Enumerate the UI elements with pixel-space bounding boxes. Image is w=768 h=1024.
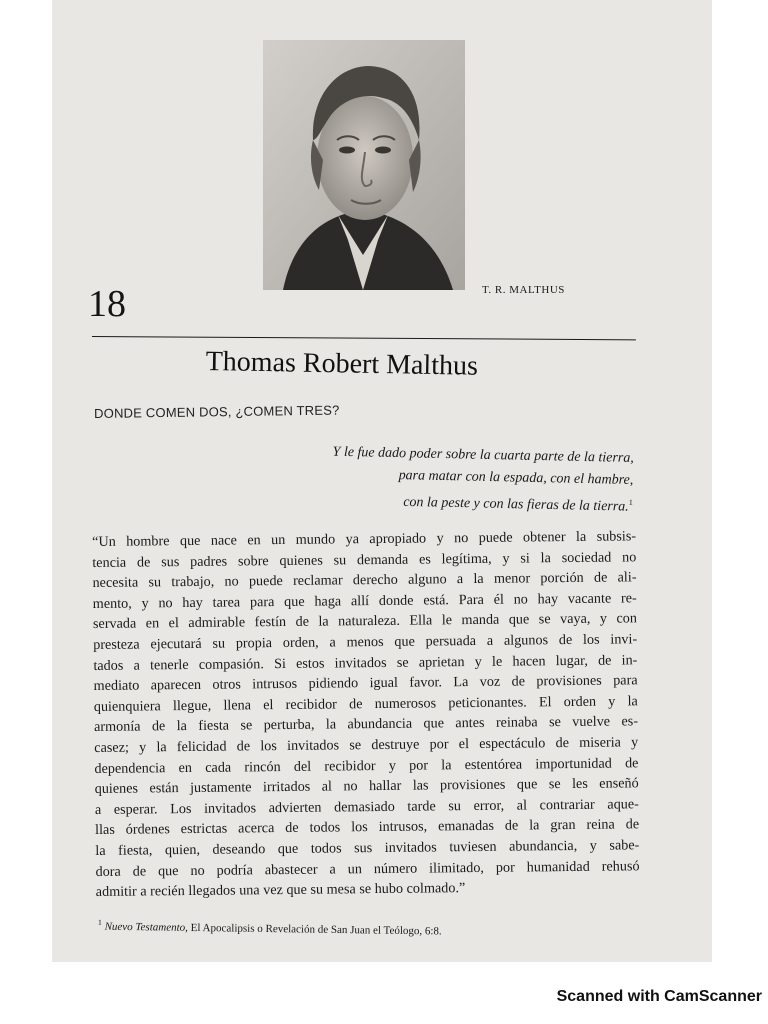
epigraph-line: para matar con la espada, con el hambre, [398, 468, 634, 488]
epigraph [251, 440, 634, 519]
body-line: quienquiera llegue, llena el recibidor de numerosos peticionantes. El orden y la [93, 693, 638, 715]
chapter-title: Thomas Robert Malthus [205, 346, 479, 382]
body-line: quienes están justamente irritados al no hallar las provisiones que se les enseñó [94, 775, 639, 798]
body-line: la fiesta, quien, deseando que todos sus invitados tuviesen abundancia, y sabe- [95, 837, 640, 859]
footnote-source-title: Nuevo Testamento, [104, 920, 189, 934]
body-line: tencia de sus padres sobre quienes su demanda es legítima, y si la sociedad no [92, 548, 637, 571]
book-page [52, 0, 712, 962]
footnote-source-rest: El Apocalipsis o Revelación de San Juan el Teólogo, 6:8. [190, 921, 442, 938]
body-line: tados a tenerle compasión. Si estos invitados se aprietan y le hacen lugar, de in- [93, 651, 638, 674]
body-paragraph [92, 526, 640, 902]
footnote-number: 1 [97, 918, 102, 928]
body-line: a esperar. Los invitados advierten demasiado tarde su error, al contrariar aque- [94, 796, 639, 818]
body-line: casez; y la felicidad de los invitados se destruye por el espectáculo de miseria y [94, 734, 639, 756]
camscanner-watermark: Scanned with CamScanner [556, 988, 762, 1005]
body-line: presteza ejecutará su propia orden, a menos que persuada a algunos de los invi- [93, 631, 638, 653]
portrait-caption: T. R. MALTHUS [482, 284, 565, 296]
body-line: mento, y no hay tarea para que haga allí donde está. Para él no hay vacante re- [92, 590, 637, 612]
epigraph-line-text: con la peste y con las fieras de la tierra. [403, 494, 629, 515]
body-line: admitir a recién llegados una vez que su mesa se hubo colmado.” [95, 880, 466, 901]
body-line: dora de que no podría abastecer a un número ilimitado, por humanidad rehusó [95, 857, 640, 880]
chapter-number: 18 [88, 283, 126, 325]
body-line: “Un hombre que nace en un mundo ya apropiado y no puede obtener la subsis- [92, 528, 637, 550]
epigraph-line: Y le fue dado poder sobre la cuarta parte de la tierra, [332, 444, 634, 466]
chapter-divider [92, 336, 636, 340]
body-line: necesita su trabajo, no puede reclamar derecho alguno a la menor porción de ali- [92, 569, 637, 592]
chapter-subtitle: DONDE COMEN DOS, ¿COMEN TRES? [94, 402, 340, 421]
footnote [98, 918, 618, 940]
body-line: mediato aparecen otros intrusos pidiendo igual favor. La voz de provisiones para [93, 672, 638, 695]
body-line: armonía de la fiesta se perturba, la abundancia que antes reinaba se vuelve es- [93, 713, 639, 736]
body-line: dependencia en cada rincón del recibidor y por la estentórea importunidad de [94, 754, 639, 777]
footnote-mark: 1 [628, 497, 633, 507]
body-line: servada en el admirable festín de la naturaleza. Ella le manda que se vaya, y con [92, 610, 638, 633]
malthus-portrait [263, 40, 465, 290]
body-line: llas órdenes estrictas acerca de todos los intrusos, emanadas de la gran reina de [95, 816, 640, 839]
